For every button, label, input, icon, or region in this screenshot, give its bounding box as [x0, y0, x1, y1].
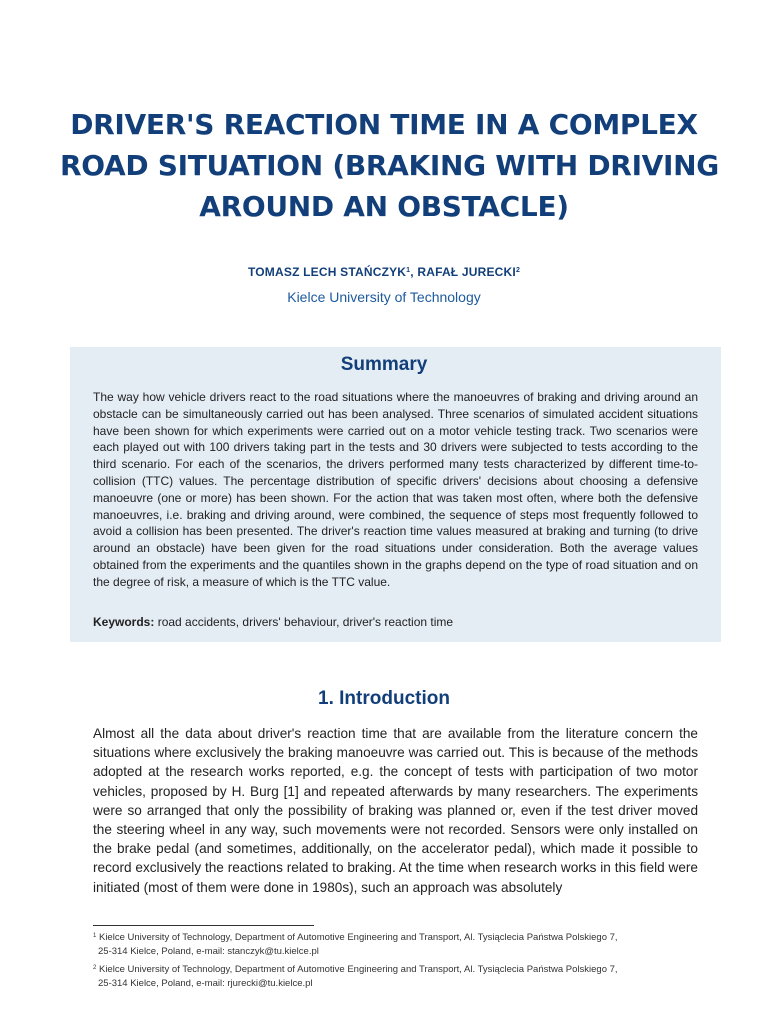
footnote-2-line-1: Kielce University of Technology, Department of Automotive Engineering and Transport, Al. Tysiąclecia Państwa Polskiego 7, [96, 964, 618, 975]
author-1-affiliation-mark: 1 [406, 267, 411, 274]
footnote-divider [93, 925, 314, 926]
title-line-2: ROAD SITUATION (BRAKING WITH DRIVING [60, 149, 719, 182]
footnote-1-line-1: Kielce University of Technology, Department of Automotive Engineering and Transport, Al. Tysiąclecia Państwa Polskiego 7, [96, 932, 618, 943]
footnote-1-mark: 1 [93, 933, 97, 939]
paper-title [60, 104, 719, 227]
keywords-list: road accidents, drivers' behaviour, driver's reaction time [154, 615, 454, 629]
summary-heading: Summary [340, 354, 428, 375]
title-line-3: AROUND AN OBSTACLE) [199, 190, 569, 223]
author-list [0, 265, 768, 279]
affiliation: Kielce University of Technology [287, 289, 481, 305]
footnote-2 [93, 962, 698, 990]
footnote-2-mark: 2 [93, 965, 97, 971]
footnote-1-line-2: 25-314 Kielce, Poland, e-mail: stanczyk@tu.kielce.pl [98, 945, 319, 957]
author-2-affiliation-mark: 2 [515, 267, 521, 274]
author-stanczyk: TOMASZ LECH STAŃCZYK [247, 265, 407, 279]
introduction-text: Almost all the data about driver's reaction time that are available from the literature concern the situations where exclusively the braking manoeuvre was carried out. This is because of the methods adopted at the research works reported, e.g. the concept of tests with participation of two motor vehicles, proposed by H. Burg [1] and repeated afterwards by many researchers. The experiments were so arranged that only the possibility of braking was planned or, even if the test driver moved the steering wheel in any way, such movements were not recorded. Sensors were only installed on the brake pedal (and sometimes, additionally, on the accelerator pedal), which made it possible to record exclusively the reactions related to braking. At the time when research works in this field were initiated (most of them were done in 1980s), such an approach was absolutely [93, 726, 698, 895]
introduction-heading: 1. Introduction [318, 688, 450, 709]
footnote-1 [93, 930, 698, 958]
footnote-2-line-2: 25-314 Kielce, Poland, e-mail: rjurecki@tu.kielce.pl [98, 977, 313, 989]
title-line-1: DRIVER'S REACTION TIME IN A COMPLEX [70, 108, 698, 141]
keywords [93, 615, 698, 629]
author-separator: , [410, 265, 418, 279]
author-jurecki: RAFAŁ JURECKI [417, 265, 516, 279]
keywords-label: Keywords: [93, 615, 155, 629]
summary-text: The way how vehicle drivers react to the road situations where the manoeuvres of braking and driving around an obstacle can be simultaneously carried out has been analysed. Three scenarios of simulated accident situations have been shown for which experiments were carried out on a motor vehicle testing track. Two scenarios were each played out with 100 drivers taking part in the tests and 30 drivers were subjected to tests according to the third scenario. For each of the scenarios, the drivers performed many tests characterized by different time-to-collision (TTC) values. The percentage distribution of specific drivers' decisions about choosing a defensive manoeuvre (one or more) has been shown. For the action that was taken most often, where both the defensive manoeuvres, i.e. braking and driving around, were combined, the sequence of steps most frequently followed to avoid a collision has been presented. The driver's reaction time values measured at braking and turning (to drive around an obstacle) have been given for the road situations under consideration. Both the average values obtained from the experiments and the quantiles shown in the graphs depend on the type of road situation and on the degree of risk, a measure of which is the TTC value. [93, 390, 698, 589]
summary-box [70, 347, 721, 642]
